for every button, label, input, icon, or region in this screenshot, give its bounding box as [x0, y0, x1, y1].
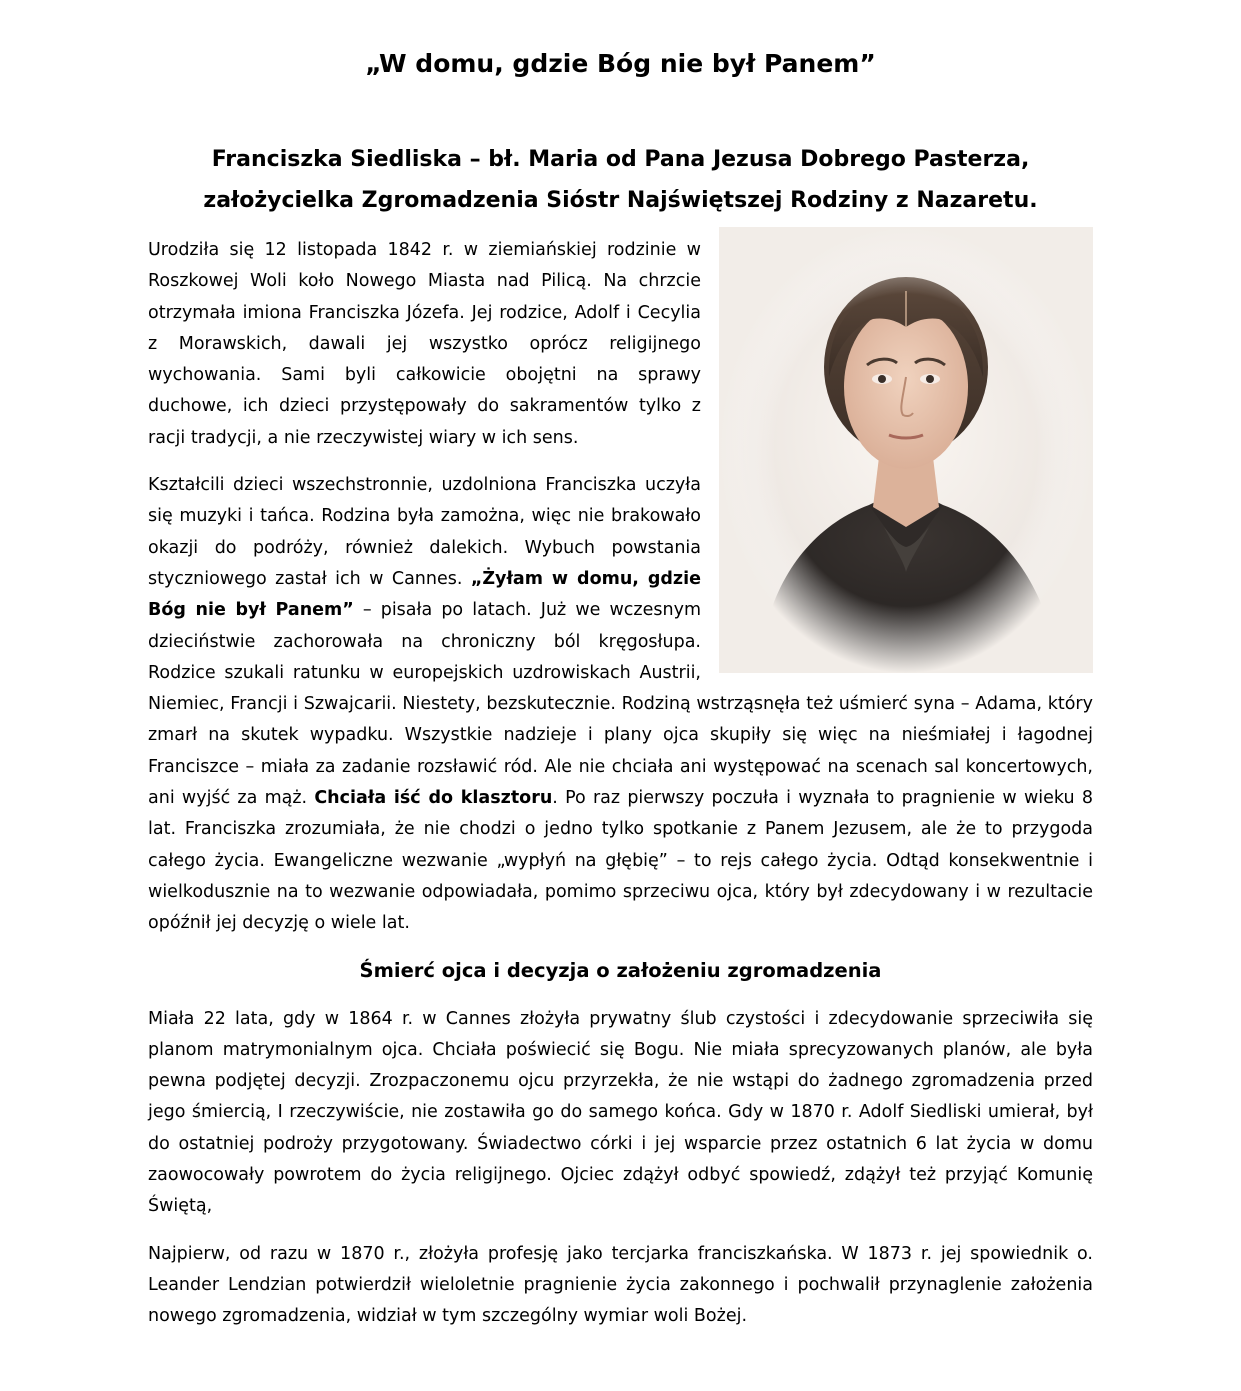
- paragraph-2-part-a: Kształcili dzieci wszechstronnie, uzdolniona Franciszka uczyła się muzyki i tańca. Rodzina była zamożna, więc nie brakowało okazji do podróży, również dalekich. Wybuch powstania styczniowego zastał ich w Cannes.: [148, 475, 701, 589]
- document-title: „W domu, gdzie Bóg nie był Panem”: [365, 49, 876, 78]
- subtitle-line-2: założycielka Zgromadzenia Sióstr Najświętszej Rodziny z Nazaretu.: [203, 188, 1038, 213]
- paragraph-4: Najpierw, od razu w 1870 r., złożyła profesję jako tercjarka franciszkańska. W 1873 r. jej spowiednik o. Leander Lendzian potwierdził wieloletnie pragnienie życia zakonnego i pochwalił przynaglenie założenia nowego zgromadzenia, widział w tym szczególny wymiar woli Bożej.: [148, 1243, 1093, 1327]
- portrait-illustration: [719, 227, 1093, 673]
- paragraph-3: Miała 22 lata, gdy w 1864 r. w Cannes złożyła prywatny ślub czystości i zdecydowanie sprzeciwiła się planom matrymonialnym ojca. Chciała poświecić się Bogu. Nie miała sprecyzowanych planów, ale była pewna podjętej decyzji. Zrozpaczonemu ojcu przyrzekła, że nie wstąpi do żadnego zgromadzenia przed jego śmiercią, I rzeczywiście, nie zostawiła go do samego końca. Gdy w 1870 r. Adolf Siedliski umierał, był do ostatniej podroży przygotowany. Świadectwo córki i jej wsparcie przez ostatnich 6 lat życia w domu zaowocowały powrotem do życia religijnego. Ojciec zdążył odbyć spowiedź, zdążył też przyjąć Komunię Świętą,: [148, 1008, 1093, 1217]
- paragraph-2-part-e: . Po raz pierwszy poczuła i wyznała to pragnienie w wieku 8 lat. Franciszka zrozumiała, że nie chodzi o jedno tylko spotkanie z Panem Jezusem, ale że to przygoda całego życia. Ewangeliczne wezwanie „wypłyń na głębię” – to rejs całego życia. Odtąd konsekwentnie i wielkodusznie na to wezwanie odpowiadała, pomimo sprzeciwu ojca, który był zdecydowany i w rezultacie opóźnił jej decyzję o wiele lat.: [148, 788, 1093, 934]
- monastery-bold: Chciała iść do klasztoru: [314, 788, 553, 809]
- subtitle-line-1: Franciszka Siedliska – bł. Maria od Pana Jezusa Dobrego Pasterza,: [211, 147, 1030, 172]
- quote-bold: „Żyłam w domu, gdzie Bóg nie był Panem”: [148, 568, 701, 621]
- paragraph-2-part-c: – pisała po latach. Już we wczesnym dzieciństwie zachorowała na chroniczny ból kręgosłupa. Rodzice szukali ratunku w europejskich uzdrowiskach Austrii, Niemiec, Francji i Szwajcarii. Niestety, bezskutecznie. Rodziną wstrząsnęła też uśmierć syna – Adama, który zmarł na skutek wypadku. Wszystkie nadzieje i plany ojca skupiły się więc na nieśmiałej i łagodnej Franciszce – miała za zadanie rozsławić ród. Ale nie chciała ani występować na scenach sal koncertowych, ani wyjść za mąż.: [148, 600, 1093, 809]
- article-body: [148, 235, 1093, 1349]
- paragraph-1: Urodziła się 12 listopada 1842 r. w ziemiańskiej rodzinie w Roszkowej Woli koło Nowego Miasta nad Pilicą. Na chrzcie otrzymała imiona Franciszka Józefa. Jej rodzice, Adolf i Cecylia z Morawskich, dawali jej wszystko oprócz religijnego wychowania. Sami byli całkowicie obojętni na sprawy duchowe, ich dzieci przystępowały do sakramentów tylko z racji tradycji, a nie rzeczywistej wiary w ich sens.: [148, 240, 701, 448]
- document-subtitle: [148, 139, 1093, 221]
- portrait-photo-icon: [719, 227, 1093, 673]
- section-heading: Śmierć ojca i decyzja o założeniu zgromadzenia: [359, 958, 882, 982]
